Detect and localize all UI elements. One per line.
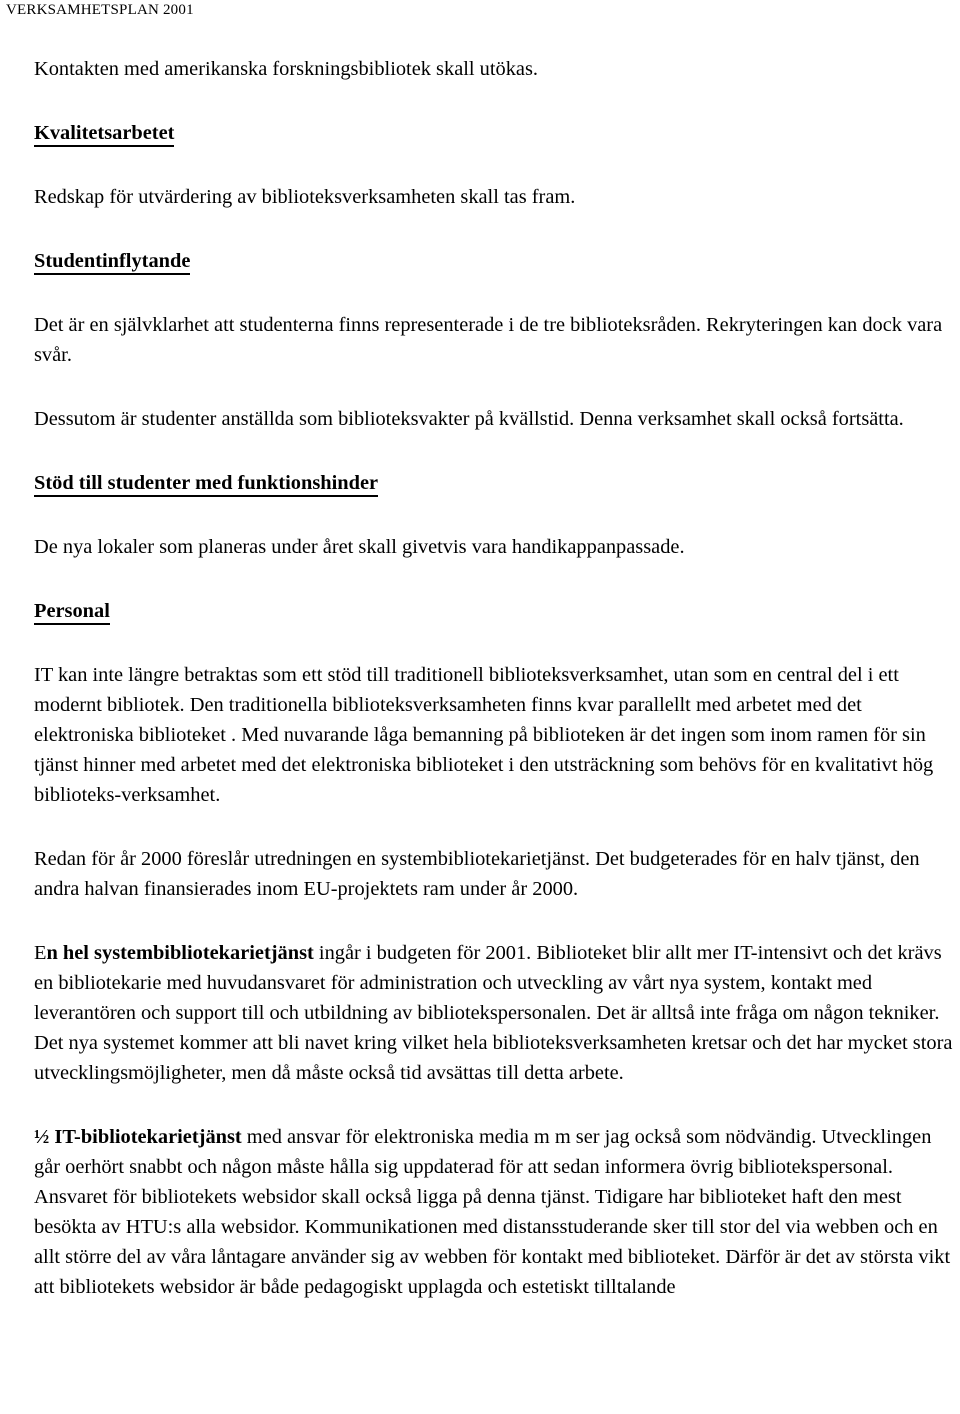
heading-kvalitetsarbetet [34, 118, 954, 148]
paragraph-it-bibliotekarie [34, 1122, 954, 1302]
document-body [34, 54, 954, 1302]
heading-personal [34, 596, 954, 626]
heading-stod-funktionshinder-text: Stöd till studenter med funktionshinder [34, 472, 378, 497]
heading-studentinflytande [34, 246, 954, 276]
systembibliotekarie-rest: ingår i budgeten för 2001. Biblioteket blir allt mer IT-intensivt och det krävs en bibliotekarie med huvudansvaret för administration och utveckling av vårt nya system, kontakt med leverantören och support till och utbildning av bibliotekspersonalen. Det är alltså inte fråga om någon tekniker. Det nya systemet kommer att bli navet kring vilket hela biblioteksverksamheten kretsar och det har mycket stora utvecklingsmöjligheter, men då måste också tid avsättas till detta arbete. [34, 942, 953, 1084]
heading-studentinflytande-text: Studentinflytande [34, 250, 190, 275]
it-bibliotekarie-rest: med ansvar för elektroniska media m m ser jag också som nödvändig. Utvecklingen går oerhört snabbt och någon måste hålla sig uppdaterad för att sedan informera övrig bibliotekspersonal. Ansvaret för bibliotekets websidor skall också ligga på denna tjänst. Tidigare har biblioteket haft den mest besökta av HTU:s alla websidor. Kommunikationen med distansstuderande sker till stor del via webben och en allt större del av våra låntagare använder sig av webben för kontakt med biblioteket. Därför är det av största vikt att bibliotekets websidor är både pedagogiskt upplagda och estetiskt tilltalande [34, 1126, 951, 1298]
systembibliotekarie-lead-bold: n hel systembibliotekarietjänst [46, 942, 314, 964]
running-header: VERKSAMHETSPLAN 2001 [6, 2, 194, 18]
it-bibliotekarie-lead-bold: ½ IT-bibliotekarietjänst [34, 1126, 242, 1148]
heading-stod-funktionshinder [34, 468, 954, 498]
heading-personal-text: Personal [34, 600, 110, 625]
paragraph-it-stod: IT kan inte längre betraktas som ett stöd till traditionell biblioteksverksamhet, utan som en central del i ett modernt bibliotek. Den traditionella biblioteksverksamheten finns kvar parallellt med arbetet med det elektroniska biblioteket . Med nuvarande låga bemanning på biblioteken är det ingen som inom ramen för sin tjänst hinner med arbetet med det elektroniska biblioteket i den utsträckning som behövs för en kvalitativt hög biblioteks-verksamhet. [34, 664, 934, 806]
paragraph-dessutom: Dessutom är studenter anställda som biblioteksvakter på kvällstid. Denna verksamhet skall också fortsätta. [34, 408, 904, 430]
paragraph-systembibliotekarie [34, 938, 954, 1088]
paragraph-lokaler: De nya lokaler som planeras under året skall givetvis vara handikappanpassade. [34, 536, 685, 558]
systembibliotekarie-lead-plain: E [34, 942, 47, 964]
paragraph-kontakten: Kontakten med amerikanska forskningsbibliotek skall utökas. [34, 58, 539, 80]
paragraph-sjalvklarhet: Det är en självklarhet att studenterna finns representerade i de tre biblioteksråden. Rekryteringen kan dock vara svår. [34, 314, 943, 366]
paragraph-redan-2000: Redan för år 2000 föreslår utredningen en systembibliotekarietjänst. Det budgeterades för en halv tjänst, den andra halvan finansierades inom EU-projektets ram under år 2000. [34, 848, 920, 900]
heading-kvalitetsarbetet-text: Kvalitetsarbetet [34, 122, 174, 147]
paragraph-redskap: Redskap för utvärdering av biblioteksverksamheten skall tas fram. [34, 186, 576, 208]
